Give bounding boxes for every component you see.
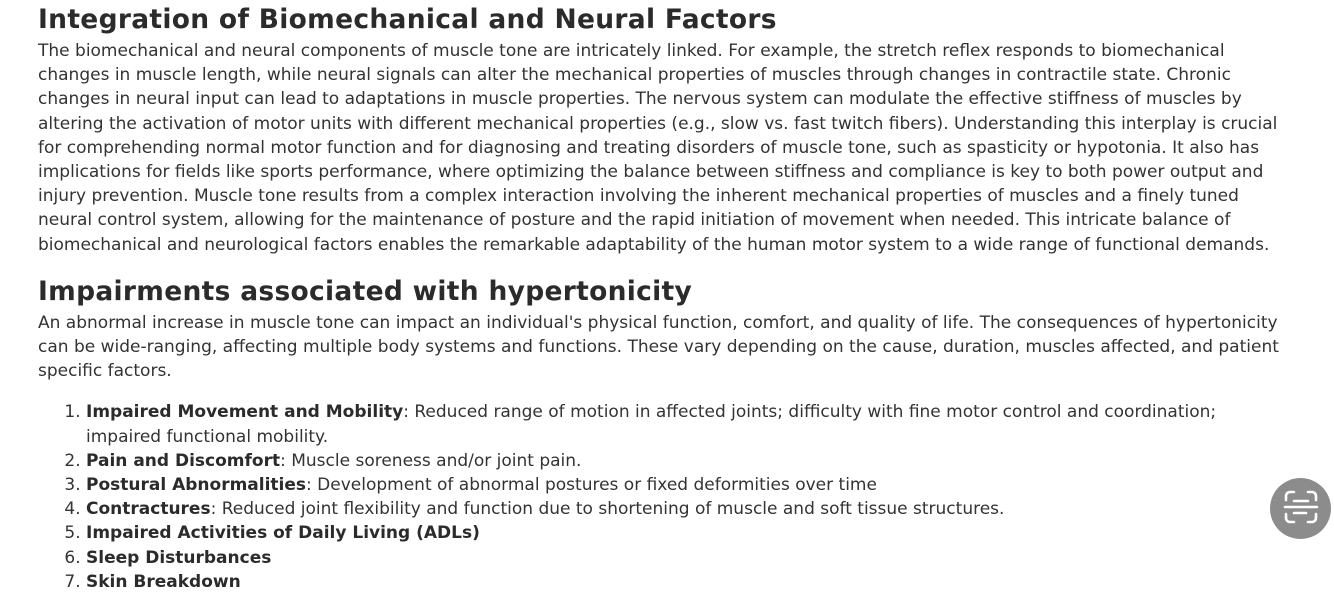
impairments-list <box>38 400 1296 594</box>
list-item-description: : Reduced joint flexibility and function due to shortening of muscle and soft tissue structures. <box>210 499 1005 520</box>
scan-text-button[interactable] <box>1270 478 1331 539</box>
list-item-term: Postural Abnormalities <box>86 475 307 496</box>
section-paragraph-integration: The biomechanical and neural components of muscle tone are intricately linked. For example, the stretch reflex responds to biomechanical changes in muscle length, while neural signals can alter the mechanical properties of muscles through changes in contractile state. Chronic changes in neural input can lead to adaptations in muscle properties. The nervous system can modulate the effective stiffness of muscles by altering the activation of motor units with different mechanical properties (e.g., slow vs. fast twitch fibers). Understanding this interplay is crucial for comprehending normal motor function and for diagnosing and treating disorders of muscle tone, such as spasticity or hypotonia. It also has implications for fields like sports performance, where optimizing the balance between stiffness and compliance is key to both power output and injury prevention. Muscle tone results from a complex interaction involving the inherent mechanical properties of muscles and a finely tuned neural control system, allowing for the maintenance of posture and the rapid initiation of movement when needed. This intricate balance of biomechanical and neurological factors enables the remarkable adaptability of the human motor system to a wide range of functional demands. <box>38 41 1278 255</box>
list-item-description: : Reduced range of motion in affected joints; difficulty with fine motor control and coordination; impaired functional mobility. <box>86 402 1217 447</box>
list-item-description: : Development of abnormal postures or fixed deformities over time <box>306 475 877 496</box>
list-item-description: : Muscle soreness and/or joint pain. <box>280 450 582 471</box>
article-content <box>38 0 1296 594</box>
list-item-term: Contractures <box>86 499 211 520</box>
list-item <box>86 473 1296 497</box>
list-item-term: Sleep Disturbances <box>86 547 272 568</box>
list-item-term: Impaired Movement and Mobility <box>86 402 404 423</box>
list-item <box>86 546 1296 570</box>
section-heading-integration: Integration of Biomechanical and Neural Factors <box>38 4 777 35</box>
section-heading-impairments: Impairments associated with hypertonicity <box>38 275 693 307</box>
list-item <box>86 449 1296 473</box>
list-item <box>86 570 1296 594</box>
scan-text-icon <box>1282 488 1320 530</box>
section-paragraph-impairments: An abnormal increase in muscle tone can impact an individual's physical function, comfort, and quality of life. The consequences of hypertonicity can be wide-ranging, affecting multiple body systems and functions. These vary depending on the cause, duration, muscles affected, and patient specific factors. <box>38 312 1279 382</box>
list-item <box>86 497 1296 521</box>
list-item-term: Pain and Discomfort <box>86 450 281 471</box>
list-item-term: Skin Breakdown <box>86 571 241 592</box>
list-item <box>86 400 1296 448</box>
list-item <box>86 521 1296 545</box>
list-item-term: Impaired Activities of Daily Living (ADLs) <box>86 523 480 544</box>
